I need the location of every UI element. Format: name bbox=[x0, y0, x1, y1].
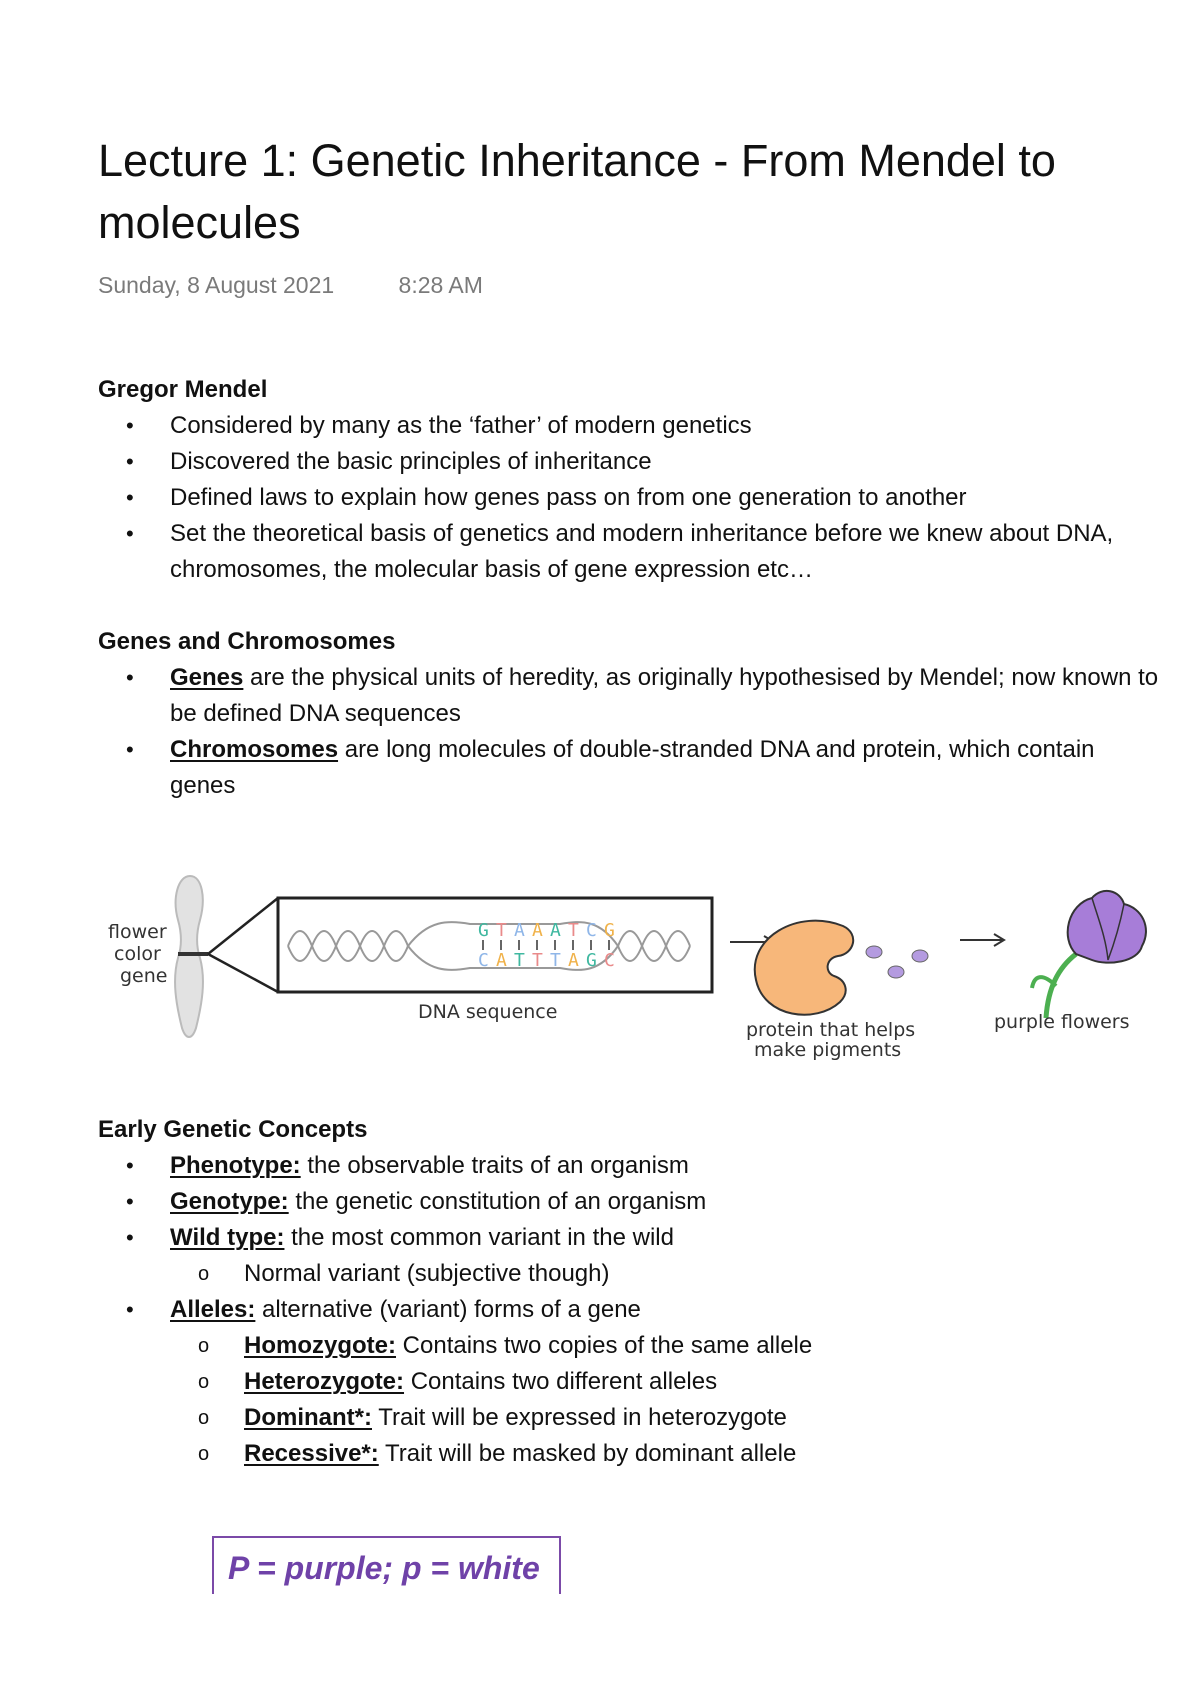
dna-box bbox=[278, 898, 712, 992]
section-heading: Gregor Mendel bbox=[98, 376, 268, 403]
bullet-icon: • bbox=[126, 449, 134, 474]
bullet-icon: • bbox=[126, 521, 134, 546]
gene-expression-figure bbox=[98, 868, 1198, 1068]
dna-base: T bbox=[532, 950, 543, 971]
list-item bbox=[98, 1364, 1198, 1400]
bullet-icon: • bbox=[126, 413, 134, 438]
list-item bbox=[98, 1148, 1198, 1184]
list-item bbox=[98, 1400, 1198, 1436]
list-item: • Discovered the basic principles of inheritance bbox=[98, 444, 1198, 480]
term-chromosomes: Chromosomes bbox=[170, 736, 339, 763]
gene-label: color bbox=[114, 943, 161, 965]
chromosome-icon bbox=[175, 876, 203, 1037]
list-item bbox=[98, 1436, 1198, 1472]
concept-definition: the observable traits of an organism bbox=[300, 1152, 689, 1179]
bullet-list bbox=[98, 660, 1198, 804]
allele-notation: P = purple; p = white bbox=[228, 1550, 540, 1586]
dna-base: T bbox=[496, 920, 507, 941]
list-item: • Considered by many as the ‘father’ of modern genetics bbox=[98, 408, 1198, 444]
bullet-list bbox=[98, 408, 1198, 588]
pigment-molecule bbox=[866, 946, 882, 958]
concept-term: Dominant*: bbox=[244, 1404, 372, 1431]
bullet-icon: o bbox=[198, 1263, 210, 1285]
concept-definition: Trait will be masked by dominant allele bbox=[378, 1440, 797, 1467]
protein-label: make pigments bbox=[754, 1039, 902, 1061]
dna-base: G bbox=[604, 920, 615, 941]
bullet-list bbox=[98, 1148, 1198, 1472]
dna-base: A bbox=[532, 920, 543, 941]
protein-icon bbox=[755, 921, 853, 1015]
bullet-icon: • bbox=[126, 1189, 134, 1214]
note-date: Sunday, 8 August 2021 bbox=[98, 272, 335, 298]
bullet-icon: o bbox=[198, 1335, 210, 1357]
concept-term: Homozygote: bbox=[244, 1332, 396, 1359]
dna-base: G bbox=[478, 920, 489, 941]
concept-definition: Trait will be expressed in heterozygote bbox=[372, 1404, 787, 1431]
dna-base: T bbox=[568, 920, 579, 941]
list-item: • Set the theoretical basis of genetics and modern inheritance before we knew about DNA, chromosomes, the molecular basis of gene expression etc… bbox=[98, 516, 1170, 588]
pigment-molecule bbox=[888, 966, 904, 978]
concept-term: Heterozygote: bbox=[244, 1368, 405, 1395]
dna-sequence-label: DNA sequence bbox=[418, 1001, 558, 1023]
list-item bbox=[98, 1328, 1198, 1364]
bullet-icon: o bbox=[198, 1407, 210, 1429]
list-item bbox=[98, 1220, 1198, 1256]
list-item: • Defined laws to explain how genes pass on from one generation to another bbox=[98, 480, 1198, 516]
list-item bbox=[98, 1184, 1198, 1220]
dna-base: T bbox=[550, 950, 561, 971]
term-genes: Genes bbox=[170, 664, 244, 691]
page-title: Lecture 1: Genetic Inheritance - From Mendel to molecules bbox=[98, 135, 1056, 248]
concept-definition: Normal variant (subjective though) bbox=[244, 1260, 610, 1287]
note-metadata bbox=[98, 272, 483, 299]
dna-base: A bbox=[496, 950, 507, 971]
concept-definition: alternative (variant) forms of a gene bbox=[255, 1296, 641, 1323]
list-item bbox=[98, 1292, 1198, 1328]
bullet-icon: • bbox=[126, 665, 134, 690]
concept-term: Genotype: bbox=[170, 1188, 289, 1215]
list-item bbox=[98, 1256, 1198, 1292]
section-genes-chromosomes bbox=[98, 624, 1198, 804]
concept-term: Wild type: bbox=[170, 1224, 285, 1251]
dna-base: A bbox=[568, 950, 579, 971]
bullet-icon: • bbox=[126, 485, 134, 510]
bullet-icon: • bbox=[126, 1225, 134, 1250]
dna-base: C bbox=[586, 920, 597, 941]
list-item-continued: genes bbox=[170, 772, 236, 799]
list-item: • Chromosomes are long molecules of double-stranded DNA and protein, which contain bbox=[98, 732, 1198, 768]
gene-label: flower bbox=[108, 921, 167, 943]
dna-base: A bbox=[550, 920, 561, 941]
bullet-icon: • bbox=[126, 737, 134, 762]
dna-base: C bbox=[478, 950, 489, 971]
list-item: • Genes are the physical units of heredity, as originally hypothesised by Mendel; now known to be defined DNA sequences bbox=[98, 660, 1170, 732]
concept-definition: Contains two copies of the same allele bbox=[396, 1332, 813, 1359]
section-early-genetic-concepts bbox=[98, 1112, 1198, 1472]
allele-notation-box bbox=[212, 1536, 561, 1594]
section-heading: Early Genetic Concepts bbox=[98, 1116, 368, 1143]
gene-expression-diagram bbox=[98, 868, 1198, 1068]
bullet-icon: • bbox=[126, 1153, 134, 1178]
pigment-molecule bbox=[912, 950, 928, 962]
dna-base: T bbox=[514, 950, 525, 971]
zoom-line bbox=[208, 898, 278, 954]
concept-definition: the most common variant in the wild bbox=[284, 1224, 674, 1251]
zoom-line bbox=[208, 954, 278, 992]
flower-label: purple flowers bbox=[994, 1011, 1130, 1033]
dna-base: C bbox=[604, 950, 615, 971]
concept-term: Phenotype: bbox=[170, 1152, 301, 1179]
protein-label: protein that helps bbox=[746, 1019, 916, 1041]
concept-term: Alleles: bbox=[170, 1296, 256, 1323]
concept-definition: Contains two different alleles bbox=[404, 1368, 718, 1395]
section-gregor-mendel bbox=[98, 372, 1198, 588]
bullet-icon: o bbox=[198, 1443, 210, 1465]
section-heading: Genes and Chromosomes bbox=[98, 628, 396, 655]
stem-icon bbox=[1046, 954, 1076, 1018]
bullet-icon: o bbox=[198, 1371, 210, 1393]
gene-label: gene bbox=[120, 965, 168, 987]
dna-base: G bbox=[586, 950, 597, 971]
note-time: 8:28 AM bbox=[398, 272, 483, 298]
concept-term: Recessive*: bbox=[244, 1440, 379, 1467]
dna-base: A bbox=[514, 920, 525, 941]
concept-definition: the genetic constitution of an organism bbox=[288, 1188, 707, 1215]
bullet-icon: • bbox=[126, 1297, 134, 1322]
